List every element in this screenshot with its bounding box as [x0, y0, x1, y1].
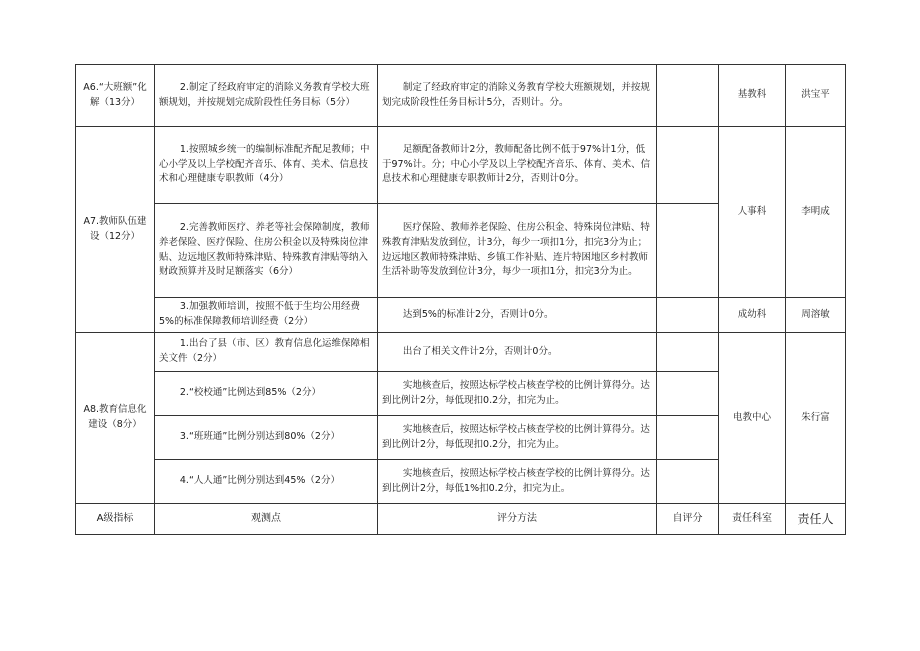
header-method: 评分方法: [378, 504, 657, 535]
a8-method-1: 出台了相关文件计2分，否则计0分。: [378, 333, 657, 372]
header-department: 责任科室: [719, 504, 786, 535]
a8-method-3: 实地核查后，按照达标学校占核查学校的比例计算得分。达到比例计2分，每低现扣0.2分，扣完为止。: [378, 416, 657, 460]
header-a-level: A级指标: [76, 504, 155, 535]
a7-method-2: 医疗保险、教师养老保险、住房公积金、特殊岗位津贴、特殊教育津贴发放到位，计3分，每少一项扣1分，扣完3分为止；边远地区教师特殊津贴、乡镇工作补贴、连片特困地区乡村教师生活补助等发放到位计3分，每少一项扣1分，扣完3分为止。: [378, 204, 657, 298]
a7-method-1: 足额配备教师计2分，教师配备比例不低于97%计1分，低于97%计。分；中心小学及以上学校配齐音乐、体育、美术、信息技术和心理健康专职教师计2分，否则计0分。: [378, 127, 657, 204]
table-row: [76, 298, 846, 333]
a7-person-1: 李明成: [786, 127, 846, 298]
a8-observation-3: 3.“班班通”比例分别达到80%（2分）: [155, 416, 378, 460]
a7-indicator: A7.教师队伍建设（12分）: [76, 127, 155, 333]
a6-method: 制定了经政府审定的消除义务教育学校大班额规划，并按规划完成阶段性任务目标计5分，否则计。分。: [378, 65, 657, 127]
a8-self-score-1[interactable]: [657, 333, 719, 372]
a6-person: 洪宝平: [786, 65, 846, 127]
a7-self-score-1[interactable]: [657, 127, 719, 204]
a8-observation-4: 4.“人人通”比例分别达到45%（2分）: [155, 460, 378, 504]
a8-self-score-2[interactable]: [657, 372, 719, 416]
a8-self-score-3[interactable]: [657, 416, 719, 460]
header-observation: 观测点: [155, 504, 378, 535]
a6-indicator: A6.“大班额”化解（13分）: [76, 65, 155, 127]
a7-observation-3: 3.加强教师培训，按照不低于生均公用经费5%的标准保障教师培训经费（2分）: [155, 298, 378, 333]
a7-person-2: 周溶敏: [786, 298, 846, 333]
a7-method-3: 达到5%的标准计2分，否则计0分。: [378, 298, 657, 333]
evaluation-table: [75, 64, 846, 535]
a8-method-4: 实地核查后，按照达标学校占核查学校的比例计算得分。达到比例计2分，每低1%扣0.2分，扣完为止。: [378, 460, 657, 504]
a6-department: 基教科: [719, 65, 786, 127]
a8-observation-2: 2.“校校通”比例达到85%（2分）: [155, 372, 378, 416]
a6-observation: 2.制定了经政府审定的消除义务教育学校大班额规划，并按规划完成阶段性任务目标（5分）: [155, 65, 378, 127]
a7-department-2: 成幼科: [719, 298, 786, 333]
a8-observation-1: 1.出台了县（市、区）教育信息化运维保障相关文件（2分）: [155, 333, 378, 372]
header-self-score: 自评分: [657, 504, 719, 535]
a8-department: 电教中心: [719, 333, 786, 504]
a7-self-score-3[interactable]: [657, 298, 719, 333]
a8-indicator: A8.教育信息化建设（8分）: [76, 333, 155, 504]
a8-method-2: 实地核查后，按照达标学校占核查学校的比例计算得分。达到比例计2分，每低现扣0.2分，扣完为止。: [378, 372, 657, 416]
a8-self-score-4[interactable]: [657, 460, 719, 504]
a8-person: 朱行富: [786, 333, 846, 504]
table-header-row: [76, 504, 846, 535]
table-row: [76, 65, 846, 127]
table-row: [76, 127, 846, 204]
a6-self-score[interactable]: [657, 65, 719, 127]
a7-self-score-2[interactable]: [657, 204, 719, 298]
a7-observation-2: 2.完善教师医疗、养老等社会保障制度，教师养老保险、医疗保险、住房公积金以及特殊岗位津贴、边远地区教师特殊津贴、特殊教育津贴等纳入财政预算并及时足额落实（6分）: [155, 204, 378, 298]
a7-observation-1: 1.按照城乡统一的编制标准配齐配足教师；中心小学及以上学校配齐音乐、体育、美术、信息技术和心理健康专职教师（4分）: [155, 127, 378, 204]
table-row: [76, 333, 846, 372]
header-person: 责任人: [786, 504, 846, 535]
a7-department-1: 人事科: [719, 127, 786, 298]
